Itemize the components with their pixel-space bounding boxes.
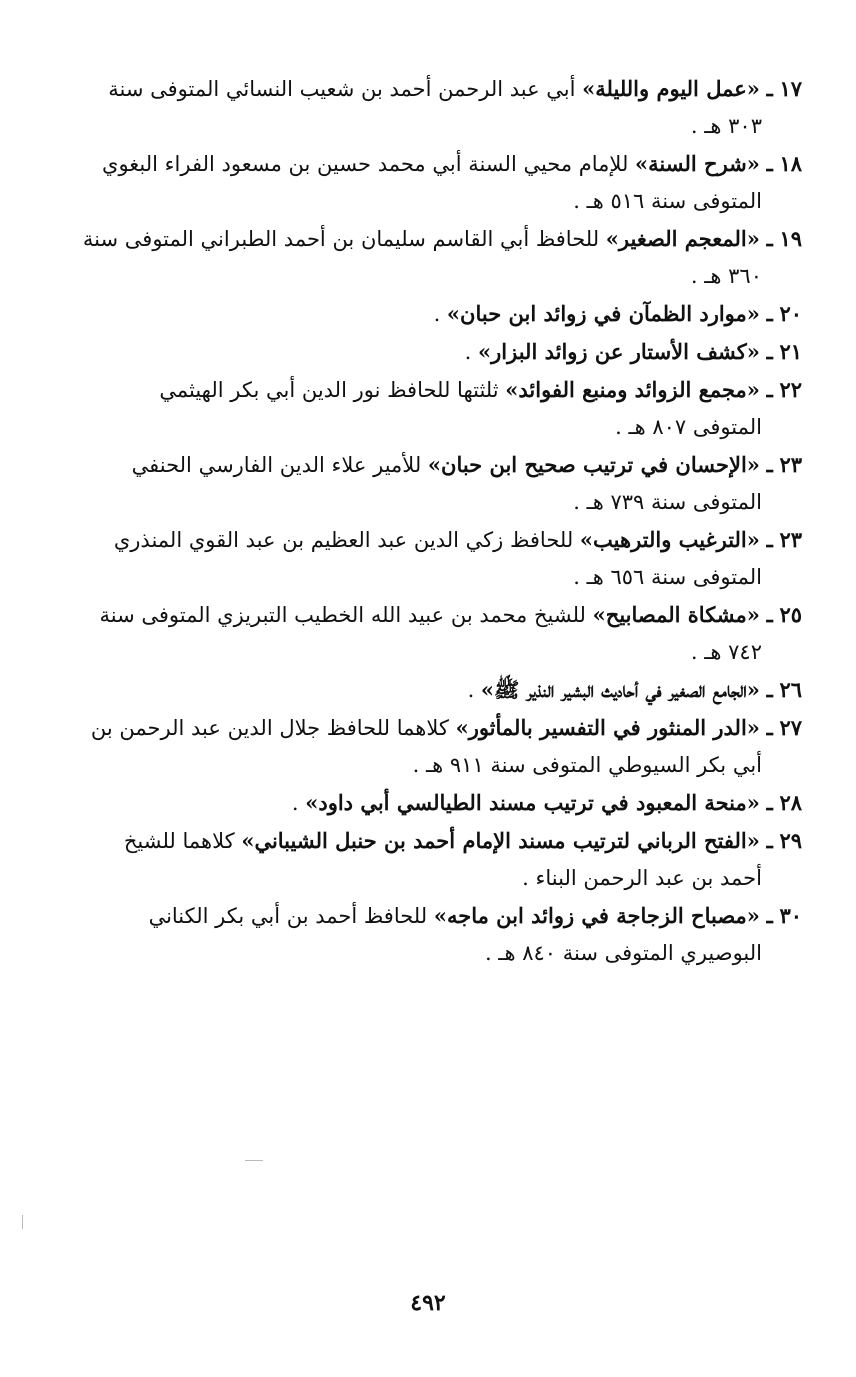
entry-dash: ـ [766,452,773,477]
entry-title: «الفتح الرباني لترتيب مسند الإمام أحمد بن حنبل الشيباني» [241,828,760,853]
bibliography-entry [30,333,802,371]
entry-title: «مصباح الزجاجة في زوائد ابن ماجه» [433,903,760,928]
entry-continuation: ٧٤٢ هـ . [690,640,762,664]
entry-continuation: المتوفى سنة ٦٥٦ هـ . [573,565,762,589]
entry-dash: ـ [766,301,773,326]
entry-number: ١٩ [779,226,802,251]
entry-title: «الدر المنثور في التفسير بالمأثور» [455,715,760,740]
entry-continuation: ٣٠٣ هـ . [690,114,762,138]
entry-text: للحافظ زكي الدين عبد العظيم بن عبد القوي المنذري [113,528,580,552]
entry-dash: ـ [766,226,773,251]
entry-text: للإمام محيي السنة أبي محمد حسين بن مسعود الفراء البغوي [102,152,636,176]
entry-number: ٢٨ [779,790,802,815]
entry-number: ٢٧ [779,715,802,740]
entry-dash: ـ [766,151,773,176]
entry-continuation: ٣٦٠ هـ . [690,264,762,288]
bibliography-entry [30,220,802,295]
bibliography-entry [30,709,802,784]
bibliography-entry [30,521,802,596]
entry-first-line [30,145,802,183]
entry-number: ٢٠ [779,301,802,326]
entry-dash: ـ [766,76,773,101]
entry-continuation: المتوفى ٨٠٧ هـ . [615,415,762,439]
bibliography-entry [30,371,802,446]
bibliography-entry [30,145,802,220]
entry-text: كلاهما للشيخ [123,829,242,853]
entry-number: ١٨ [779,151,802,176]
entry-first-line [30,220,802,258]
entry-dash: ـ [766,715,773,740]
bibliography-entry [30,446,802,521]
scan-speck [245,1160,263,1161]
entry-first-line [30,671,802,709]
entry-dash: ـ [766,677,773,702]
entry-text: . [467,678,481,702]
entry-title: «موارد الظمآن في زوائد ابن حبان» [446,301,760,326]
entry-text: للشيخ محمد بن عبيد الله الخطيب التبريزي المتوفى سنة [99,603,593,627]
entry-first-line [30,897,802,935]
entry-number: ٢٢ [779,377,802,402]
entry-first-line [30,333,802,371]
entry-first-line [30,295,802,333]
bibliography-entry [30,671,802,709]
entry-continuation: البوصيري المتوفى سنة ٨٤٠ هـ . [484,941,762,965]
bibliography-entry [30,784,802,822]
entry-text: للأمير علاء الدين الفارسي الحنفي [131,453,428,477]
entry-title: «شرح السنة» [635,151,760,176]
entry-number: ٢٥ [779,602,802,627]
entry-continuation: المتوفى سنة ٥١٦ هـ . [573,189,762,213]
entry-dash: ـ [766,790,773,815]
entry-continuation: أحمد بن عبد الرحمن البناء . [522,866,762,890]
entry-first-line [30,822,802,860]
entry-first-line [30,784,802,822]
entry-number: ٢٣ [779,527,802,552]
bibliography-entry [30,822,802,897]
entry-number: ٢٣ [779,452,802,477]
entry-title: «كشف الأستار عن زوائد البزار» [478,339,760,364]
entry-title: «الإحسان في ترتيب صحيح ابن حبان» [427,452,760,477]
bibliography-entry [30,70,802,145]
entry-text: للحافظ أبي القاسم سليمان بن أحمد الطبراني المتوفى سنة [82,227,606,251]
entry-title: «مجمع الزوائد ومنبع الفوائد» [505,377,760,402]
bibliography-list [30,70,802,972]
entry-title: «مشكاة المصابيح» [592,602,760,627]
page-number: ٤٩٢ [410,1290,446,1316]
scan-speck [22,1215,23,1229]
entry-continuation: المتوفى سنة ٧٣٩ هـ . [573,490,762,514]
bibliography-entry [30,897,802,972]
entry-title: «منحة المعبود في ترتيب مسند الطيالسي أبي داود» [305,790,760,815]
entry-text: كلاهما للحافظ جلال الدين عبد الرحمن بن [90,716,456,740]
entry-number: ٣٠ [779,903,802,928]
entry-text: للحافظ أحمد بن أبي بكر الكناني [148,904,434,928]
entry-number: ٢٦ [779,677,802,702]
entry-dash: ـ [766,903,773,928]
entry-text: . [291,791,306,815]
entry-first-line [30,709,802,747]
entry-title: «المعجم الصغير» [605,226,760,251]
entry-dash: ـ [766,527,773,552]
entry-text: ثلثتها للحافظ نور الدين أبي بكر الهيثمي [159,378,506,402]
entry-first-line [30,521,802,559]
entry-continuation: أبي بكر السيوطي المتوفى سنة ٩١١ هـ . [412,753,762,777]
entry-first-line [30,446,802,484]
entry-number: ١٧ [779,76,802,101]
entry-first-line [30,371,802,409]
bibliography-entry [30,295,802,333]
entry-title: «عمل اليوم والليلة» [582,76,760,101]
entry-title: «الترغيب والترهيب» [579,527,760,552]
entry-first-line [30,70,802,108]
entry-text: . [433,302,447,326]
entry-number: ٢٩ [779,828,802,853]
entry-dash: ـ [766,602,773,627]
entry-dash: ـ [766,828,773,853]
entry-text: أبي عبد الرحمن أحمد بن شعيب النسائي المتوفى سنة [108,77,583,101]
entry-first-line [30,596,802,634]
bibliography-entry [30,596,802,671]
entry-number: ٢١ [779,339,802,364]
entry-text: . [464,340,479,364]
entry-dash: ـ [766,339,773,364]
entry-title: «الجامع الصغير في أحاديث البشير النذير ﷺ» [480,677,760,702]
entry-dash: ـ [766,377,773,402]
